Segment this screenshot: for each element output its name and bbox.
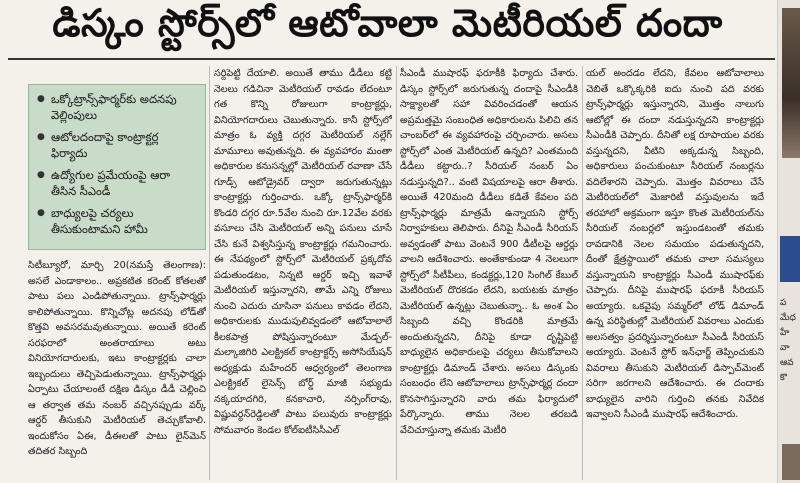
- adjacent-page-strip: [777, 0, 800, 483]
- highlight-item: ● ఆటోలదందాపై కాంట్రాక్టర్ల ఫిర్యాదు: [37, 129, 197, 161]
- article-column-1: [28, 258, 206, 480]
- column-divider: [582, 66, 583, 480]
- column-divider: [209, 66, 210, 480]
- adjacent-color-block: [780, 236, 800, 282]
- highlights-box: [28, 84, 206, 250]
- highlight-item: ● ఉద్యోగుల ప్రమేయంపై ఆరా తీసిన సీఎండీ: [37, 167, 197, 199]
- headline: డిస్కం స్టోర్స్‌లో ఆటోవాలా మెటీరియల్ దందా: [52, 1, 723, 45]
- column-text: సర్దిపెట్టి దేయాలి. అయితే తాము డీడీలు కట్టి నెలలు గడిచినా మెటీరియల్ రావడం లేదంటూ గత కొన్ని రోజులుగా కాంట్రాక్టర్లు, వినియోగదారులు చెబుతున్నారు. కానీ స్టోర్స్‌లో మాత్రం ఓ వ్యక్తి దగ్గర మెటీరియల్ నల్లేగ్ మామూలు అవుతున్నది. ఈ వ్యవహారం మంతా అధికారుల కనుసన్నల్లో మెటీరియల్ రవాణా చేసే గూడ్స్ ఆటోడ్రైవర్ ద్వారా జరుగుతున్నట్లు కాంట్రాక్టర్లు గుర్తించారు. ఒక్కో ట్రాన్స్‌ఫార్మర్‌కి కొండరి దగ్గర రూ.5వేల నుంచి రూ.12వేల వరకు వసూలు చేసి మెటీరియల్ అన్ని పనులు చూసే చేసి కునే విశ్వసిస్తున్న కాంట్రాక్టర్లు గమనించారు. ఈ నేపథ్యంలో స్టోర్స్‌లో మెటీరియల్ ప్రక్కదోవ పడుతుండటం, నిన్నటి ఆర్డర్ ఇచ్చి ఇవాళే మెటీరియల్ ఇస్తున్నారని, తామే ఎన్ని రోజులు నుంచి ఎదురు చూసినా పనులు కావడం లేదని, అధికారులకు ముడుపులివ్వడంలో ఆటోవాలాలే కీలకపాత్ర పోషిస్తున్నారంటూ మేడ్చల్- మల్కాజిగిరి ఎలక్ట్రికల్ కాంట్రాక్టర్స్ అసోసియేషన్ అధ్యక్షుడు మహేందర్ ఆధ్వర్యంలో తెలంగాణ ఎలక్ట్రికల్ లైసెన్స్ బోర్డ్ మాజీ సభ్యుడు నక్కయాదగిరి, కనకాచారి, నర్సింగ్‌రావు, విష్ణువర్ధన్‌రెడ్డిలతో పాటు పలువురు కాంట్రాక్టర్లు సోమవారం కెండల కోల్‌ఐటీసిసీఎల్: [214, 68, 392, 436]
- highlight-item: ● ఒక్కోట్రాన్స్‌ఫార్మర్‌కు అదనపు వెల్లింపులు: [37, 91, 197, 123]
- article-column-2: [214, 66, 392, 480]
- adjacent-photo: [782, 444, 800, 480]
- column-text: సీఎండీ ముషారఫ్ ఫరూకీకి ఫిర్యాదు చేశారు. డిస్కం స్టోర్స్‌లో జరుగుతున్న దందాపై సీఎండీకి సాక్ష్యాలతో సహా వివరించడంతో ఆయన అప్రమత్తమై సంబంధిత అధికారులను పిలిచి తన చాంబర్‌లో ఈ వ్యవహారంపై చర్చించారు. అసలు స్టోర్స్‌లో ఎంత మెటీరియల్ ఉన్నది? ఎంతమంది డీడీలు కట్టారు..? సీరియల్ నంబర్ ఏం నడుస్తున్నది?.. వంటి విషయాలపై ఆరా తీశారు. అయితే 420మంది డీడీలు కడితే కేవలం పది ట్రాన్స్‌ఫార్మర్లు మాత్రమే ఉన్నాయని స్టోర్స్ నిర్వాహకులు తెలిపారు. దీనిపై సీఎండీ సీరియస్ అవ్వడంతో పాటు వెంటనే 900 డీటీలపై ఆర్డర్లు వాలని ఆదేశించారు. అంతేకాకుండా 4 నెలలుగా స్టోర్స్‌లో సీటీపీలు, కండక్టర్లు,120 సింగిల్ కేబుల్ మెటీరియల్ దొరకడం లేదని, బయటకు మాత్రం మెటీరియల్ ఉన్నట్లు చెబుతున్నా.. ఓ అంశ ఏం సిబ్బంది వచ్చి కొండరికి మాత్రమే అందుతున్నదని, దీనిపై కూడా దృష్టిపెట్టి బాధ్యులైన అధికారులపై చర్యలు తీసుకోవాలని కాంట్రాక్టర్లు డిమాండ్ చేశారు. అసలు డిస్కంకు సంబంధం లేని ఆటోవాలాలు ట్రాన్స్‌ఫార్మర్ల దందా కొనసాగిస్తున్నారని వారు తమ ఫిర్యాదులో పేర్కొన్నారు. తాము నెలల తరబడి వేచిచూస్తున్నా తమకు మెటీరి: [400, 68, 578, 436]
- column-divider: [396, 66, 397, 480]
- adjacent-text: ప మేధ హే వా ఆవ కొ: [780, 298, 796, 383]
- headline-rule: [8, 58, 775, 60]
- adjacent-photo: [782, 8, 800, 158]
- article-column-3: [400, 66, 578, 480]
- column-text: సిటీబ్యూరో, మార్చి 20(నమస్తే తెలంగాణ): అసలే ఎండాకాలం.. అప్రకటిత కరెంట్ కోతలతో పాటు పలు ఎండిపోతున్నాయి. ట్రాన్స్‌ఫార్మర్లు కాలిపోతున్నాయి. కొన్నిచోట్ల అదనపు లోడ్‌తో కొత్తవి అవసరమవుతున్నాయి. అయితే కరెంట్ సరఫరాలో అంతరాయాలు అటు వినియోగదారులకు, ఇటు కాంట్రాక్టర్లకు చాలా ఇబ్బందులు తెచ్చిపెడుతున్నాయి. ట్రాన్స్‌ఫార్మర్లు ఏర్పాటు చేయాలంటే దక్షిణ డిస్కం డీడీ చెల్లించి ఆ తర్వాత తమ నంబర్ వచ్చినప్పుడు వర్క్ ఆర్డర్ తీసుకుని మెటీరియల్ తెచ్చుకోవాలి. ఇందుకోసం ఏఈ, డీఈలతో పాటు లైన్‌మెన్ తదితర సిబ్బంది: [28, 260, 206, 457]
- article-column-4: [586, 66, 764, 480]
- highlight-item: ● బాధ్యులపై చర్యలు తీసుకుంటామని హామీ: [37, 205, 197, 237]
- column-text: యల్ అందడం లేదని, కేవలం ఆటోవాలాలు చెబితే ఒక్కొక్కరికి ఐదు నుంచి పది వరకు ట్రాన్స్‌ఫార్మర్లు ఇస్తున్నారని, మొత్తం నాలుగు ఆటోల్లో ఈ దందా నడుస్తున్నదని కాంట్రాక్టర్లు సీఎండీకి చెప్పారు. దీనితో లక్ష రూపాయల వరకు వస్తున్నదని, వీటిని అక్కడున్న సిబ్బంది, అధికారులు పంచుకుంటూ సీరియల్ నంబర్లను వదిలేశారని చెప్పారు. మొత్తం వివరాలు చేసే మెటీరియల్‌లో మెజారిటీ వస్తువులను ఇదే తరహాలో అక్రమంగా ఇస్తూ కొంత మెటీరియల్‌ను సీరియల్ నంబర్లలో ఇస్తుండటంతో తమకు రావడానికి నెలల సమయం పడుతున్నదని, దీంతో క్షేత్రస్థాయిలో తమకు చాలా సమస్యలు వస్తున్నాయని కాంట్రాక్టర్లు సీఎండీ ముషారఫ్‌కు చెప్పారు. దీనిపై ముషారఫ్ ఫరూకీ సీరియస్ అయ్యారు. ఒకవైపు సమ్మర్‌లో లోడ్ డిమాండ్ ఉన్న పరిస్థితుల్లో మెటీరియల్ వివరాలు ఎందుకు అలసత్వం ప్రదర్శిస్తున్నారంటూ సీఎండీ సీరియస్ అయ్యారు. వెంటనే స్టోర్ ఇన్‌ఛార్జ్ తెప్పించుకుని వివరాలు తీసుకుని మెటీరియల్ డిస్పాచ్‌మెంట్ సరిగా జరగాలని ఆదేశించారు. ఈ దందాకు బాధ్యులైన వారిని గుర్తించి తనకు నివేదిక ఇవ్వాలని సీఎండీ ముషారఫ్ ఆదేశించారు.: [586, 68, 764, 420]
